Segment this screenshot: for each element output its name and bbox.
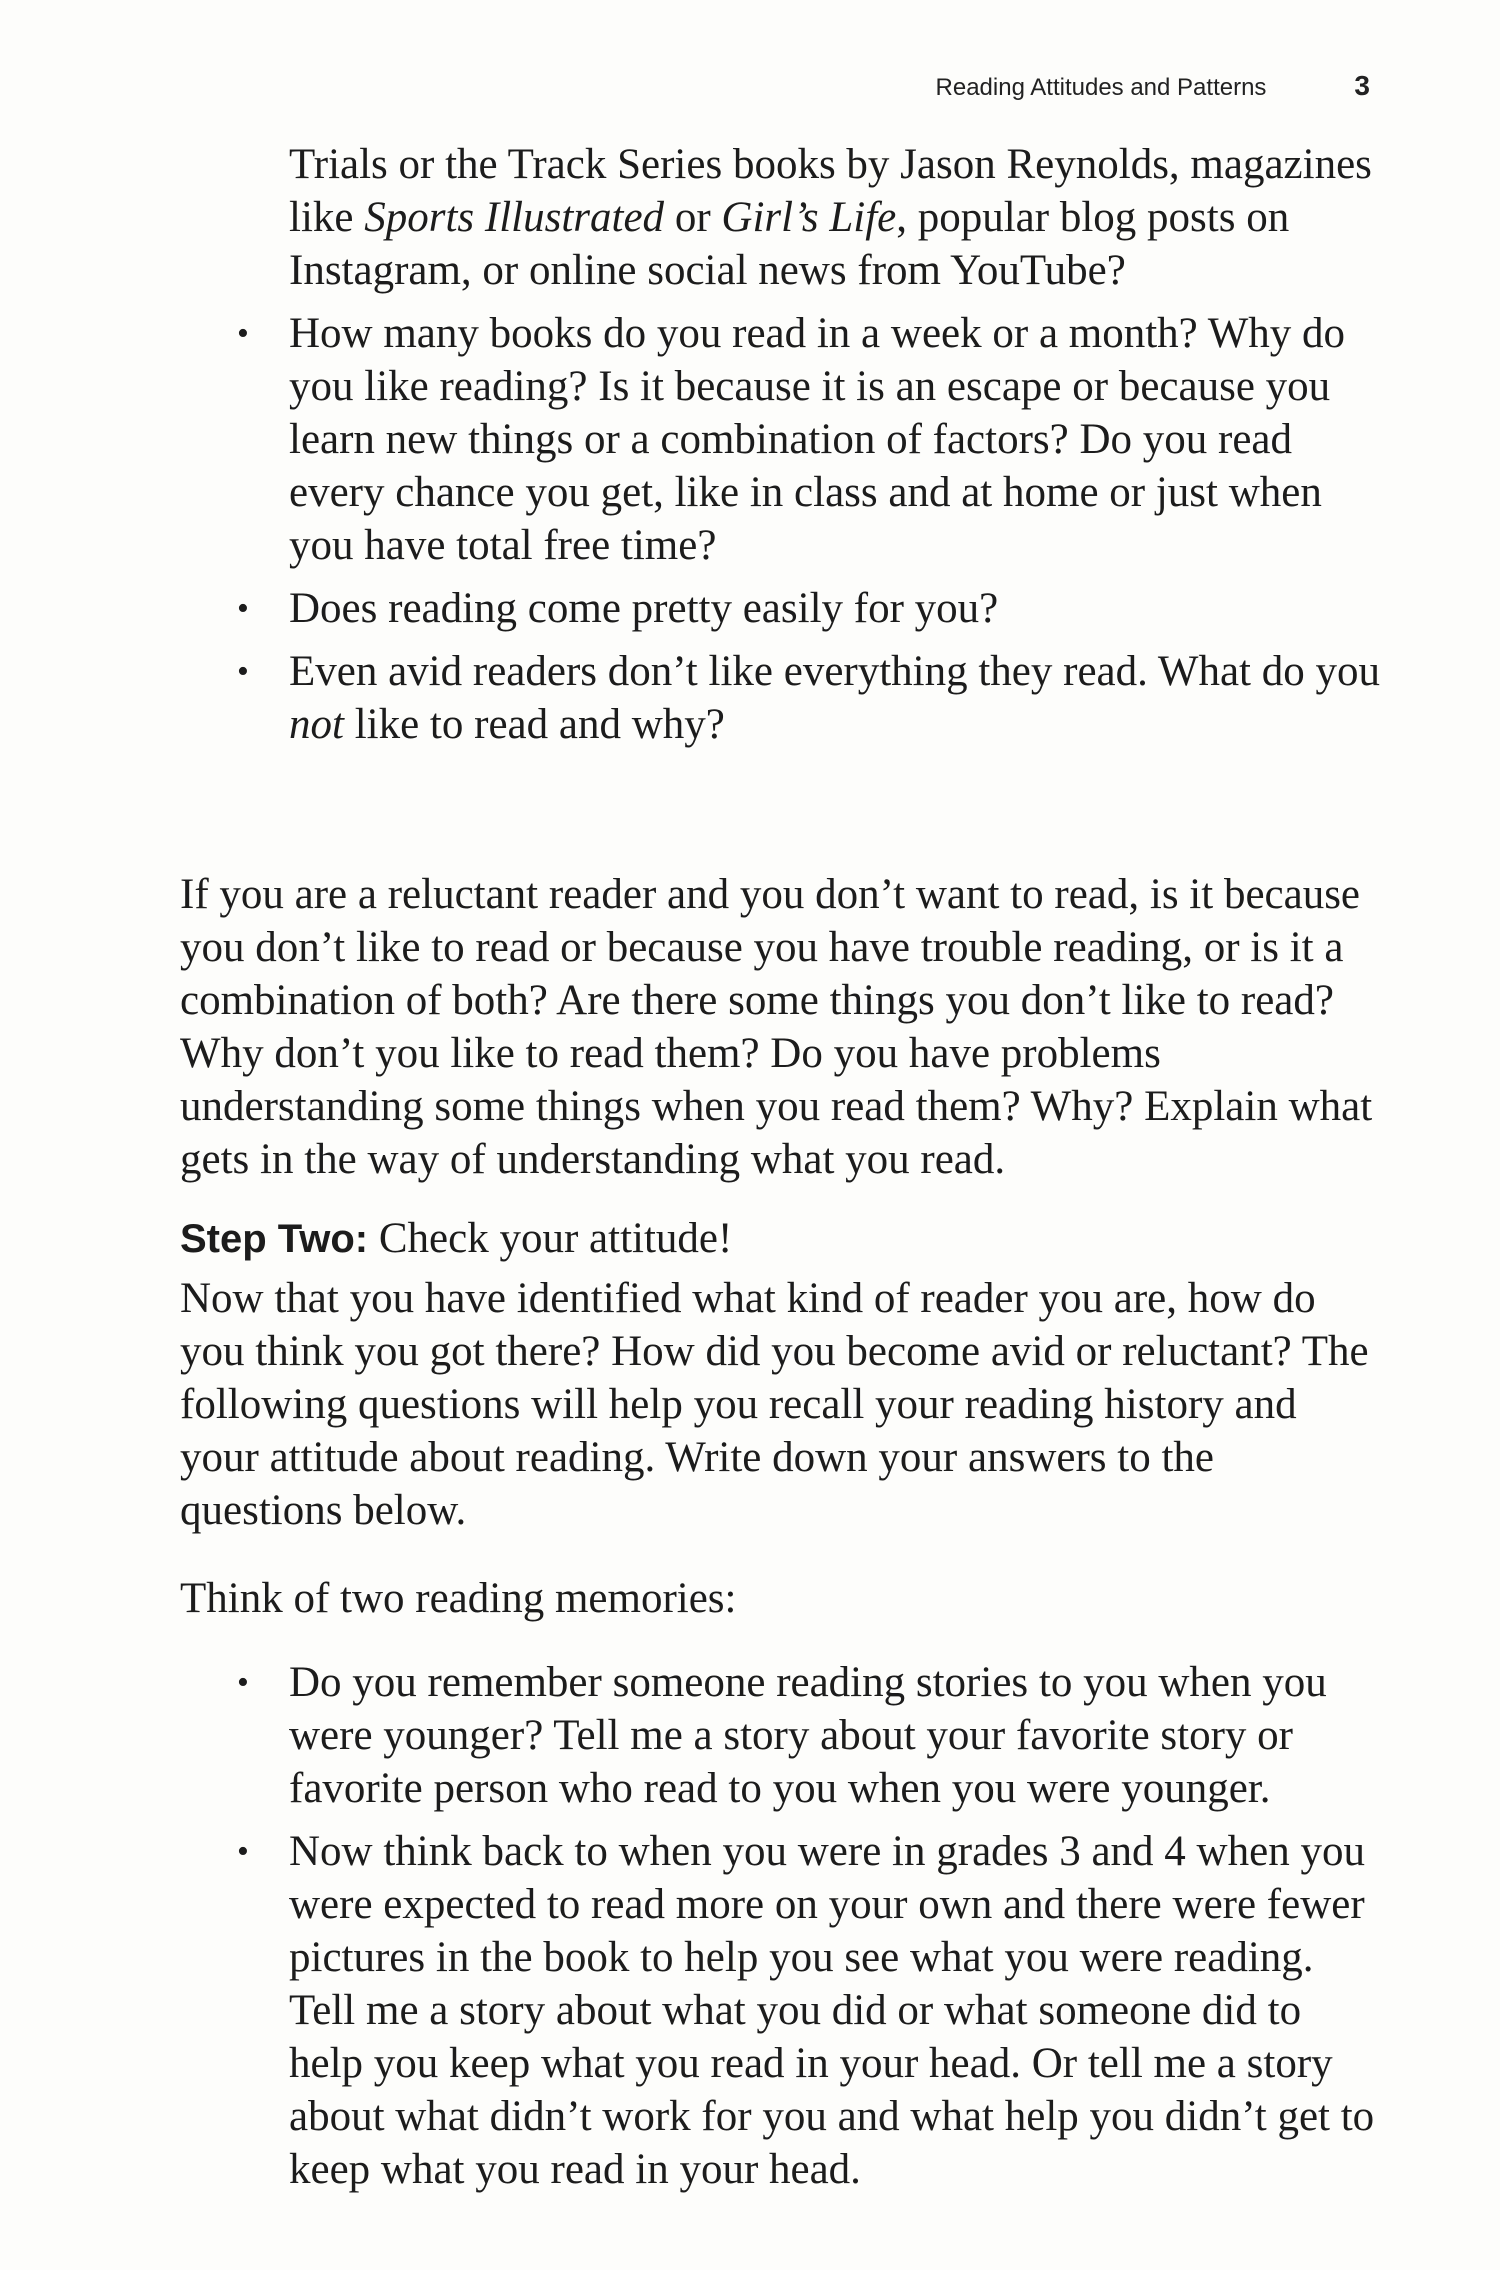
list-item: • Now think back to when you were in grades 3 and 4 when you were expected to read more on your own and there were fewer pictures in the book to help you see what you were reading. Tell me a story about what you did or what someone did to help you keep what you read in your head. Or tell me a story about what didn’t work for you and what help you didn’t get to keep what you read in your head. <box>223 1825 1383 2196</box>
step-two-title: Check your attitude! <box>378 1215 733 1262</box>
bullet-list-reading-memories <box>223 1656 1383 2206</box>
step-two-heading <box>180 1212 1380 1266</box>
page-number: 3 <box>1354 70 1370 101</box>
list-item: • Do you remember someone reading stories to you when you were younger? Tell me a story about your favorite story or favorite person who read to you when you were younger. <box>223 1656 1383 1815</box>
list-item: • How many books do you read in a week or a month? Why do you like reading? Is it because it is an escape or because you learn new things or a combination of factors? Do you read every chance you get, like in class and at home or just when you have total free time? <box>223 307 1383 572</box>
memories-intro: Think of two reading memories: <box>180 1575 737 1622</box>
italic-not: not <box>289 701 344 748</box>
bullet-list-reading-habits <box>223 138 1383 761</box>
italic-title-sports-illustrated: Sports Illustrated <box>364 194 665 241</box>
list-item: • Even avid readers don’t like everything they read. What do you not like to read and why? <box>223 645 1383 751</box>
header-title: Reading Attitudes and Patterns <box>935 74 1267 101</box>
continued-bullet-text: Trials or the Track Series books by Jason Reynolds, magazines like Sports Illustrated or Girl’s Life, popular blog posts on Instagram, or online social news from YouTube? <box>289 141 1372 294</box>
paragraph-reluctant-reader: If you are a reluctant reader and you don’t want to read, is it because you don’t like to read or because you have trouble reading, or is it a combination of both? Are there some things you don’t like to read? Why don’t you like to read them? Do you have problems understanding some things when you read them? Why? Explain what gets in the way of understanding what you read. <box>180 871 1373 1183</box>
paragraph-step-two: Now that you have identified what kind of reader you are, how do you think you got there? How did you become avid or reluctant? The following questions will help you recall your reading history and your attitude about reading. Write down your answers to the questions below. <box>180 1275 1369 1534</box>
italic-title-girls-life: Girl’s Life <box>721 194 897 241</box>
step-two-label: Step Two: <box>180 1217 369 1261</box>
running-header <box>936 70 1370 102</box>
list-item: • Does reading come pretty easily for you? <box>223 582 1383 635</box>
